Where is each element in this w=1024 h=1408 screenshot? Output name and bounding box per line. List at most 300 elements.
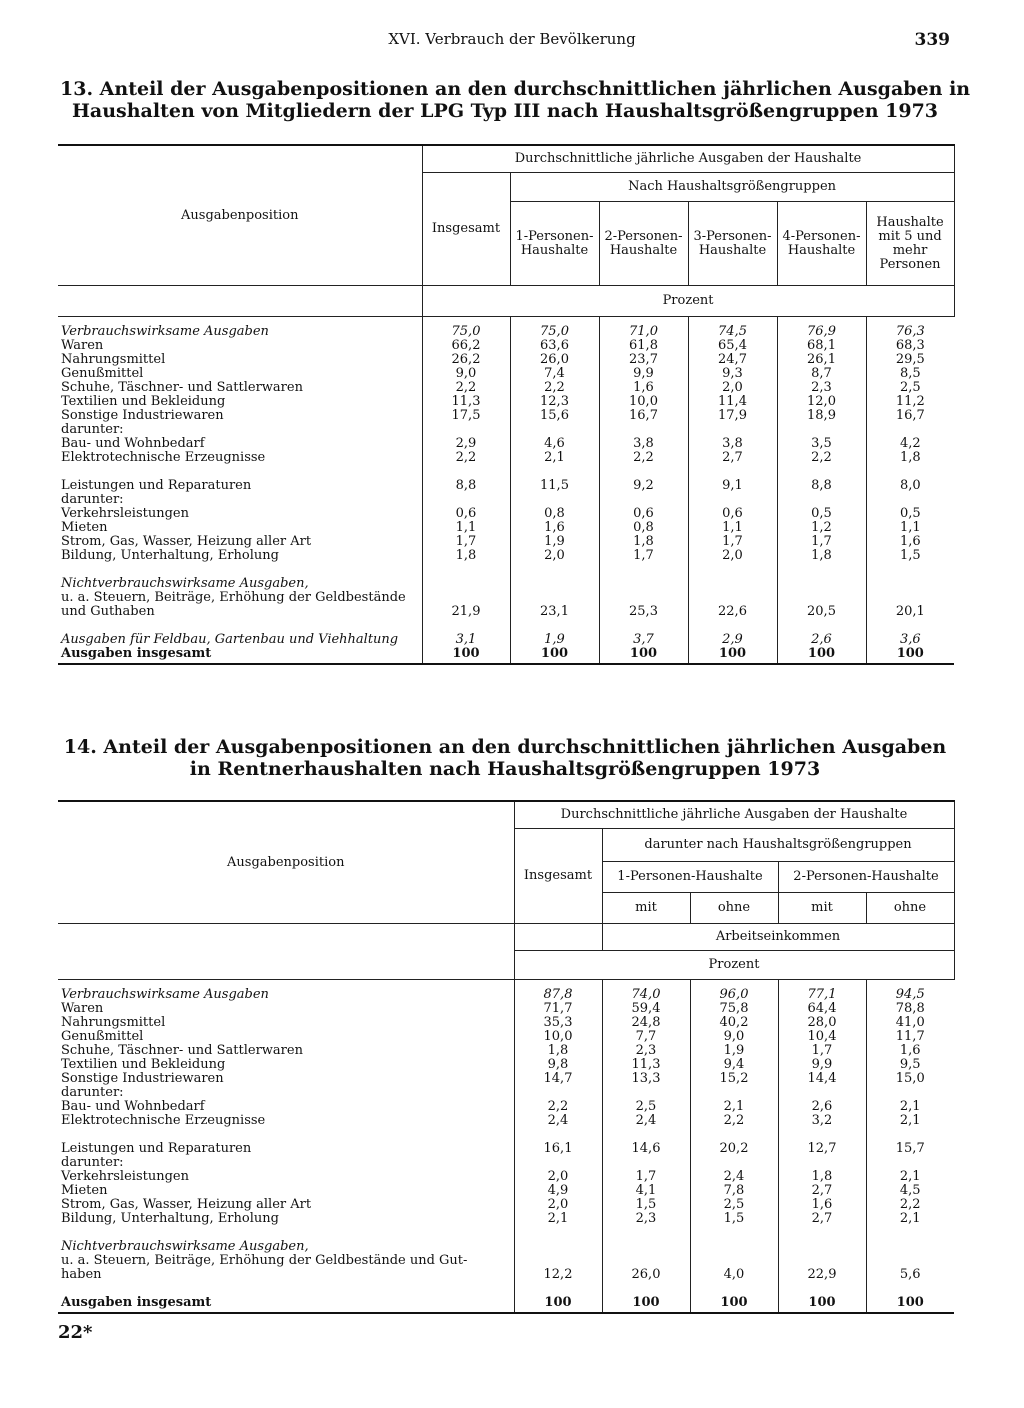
row-value xyxy=(690,1226,778,1240)
row-value xyxy=(514,1240,602,1254)
row-value: 75,8 xyxy=(690,1002,778,1016)
table13-header-col2: 2-Personen-Haushalte xyxy=(599,202,688,286)
row-label-text: Nahrungsmittel xyxy=(61,353,166,367)
row-label-text: Mieten xyxy=(61,521,108,535)
row-value: 24,8 xyxy=(602,1016,690,1030)
row-value: 2,3 xyxy=(777,381,866,395)
table13-title-line1: 13. Anteil der Ausgabenpositionen an den durchschnittlichen jährlichen Ausgaben in xyxy=(60,78,971,100)
row-value: 22,6 xyxy=(688,605,777,619)
row-value xyxy=(866,591,954,605)
row-value: 1,8 xyxy=(866,451,954,465)
row-label xyxy=(58,521,422,535)
row-value: 75,0 xyxy=(510,317,599,340)
row-value: 96,0 xyxy=(690,980,778,1003)
row-value: 2,1 xyxy=(510,451,599,465)
row-value: 7,7 xyxy=(602,1030,690,1044)
table-row xyxy=(58,1114,954,1128)
row-value xyxy=(777,423,866,437)
row-label-text: Leistungen und Reparaturen xyxy=(61,479,252,493)
table14-title-line2: in Rentnerhaushalten nach Haushaltsgrößengruppen 1973 xyxy=(189,758,821,780)
row-value: 12,7 xyxy=(778,1142,866,1156)
row-label xyxy=(58,619,422,633)
row-value xyxy=(514,1156,602,1170)
row-label xyxy=(58,479,422,493)
row-value: 2,5 xyxy=(866,381,954,395)
row-value: 0,5 xyxy=(866,507,954,521)
row-value xyxy=(599,563,688,577)
row-value: 11,2 xyxy=(866,395,954,409)
row-label xyxy=(58,1142,514,1156)
row-value: 2,2 xyxy=(777,451,866,465)
row-value: 41,0 xyxy=(866,1016,954,1030)
row-value xyxy=(777,619,866,633)
table14-header-spacer-b xyxy=(58,951,514,980)
row-value: 4,2 xyxy=(866,437,954,451)
table-row xyxy=(58,1296,954,1313)
row-value: 23,1 xyxy=(510,605,599,619)
row-value: 94,5 xyxy=(866,980,954,1003)
row-label-text: Bau- und Wohnbedarf xyxy=(61,437,205,451)
row-value xyxy=(866,1254,954,1268)
row-label-text: Sonstige Industriewaren xyxy=(61,409,224,423)
row-value: 1,8 xyxy=(514,1044,602,1058)
table-row xyxy=(58,1044,954,1058)
row-label xyxy=(58,647,422,664)
table14-header-col1-ohne: ohne xyxy=(690,893,778,924)
row-value: 12,2 xyxy=(514,1268,602,1282)
row-label-text: Verbrauchswirksame Ausgaben xyxy=(61,987,269,1002)
row-label xyxy=(58,395,422,409)
row-value xyxy=(602,1226,690,1240)
row-value: 76,9 xyxy=(777,317,866,340)
row-value xyxy=(599,577,688,591)
row-label-text: Nichtverbrauchswirksame Ausgaben, xyxy=(61,577,309,591)
row-value: 100 xyxy=(599,647,688,664)
row-value: 1,6 xyxy=(866,1044,954,1058)
row-value: 100 xyxy=(510,647,599,664)
row-value xyxy=(866,465,954,479)
row-value: 2,2 xyxy=(422,451,510,465)
row-value: 29,5 xyxy=(866,353,954,367)
row-value xyxy=(778,1282,866,1296)
row-value xyxy=(690,1240,778,1254)
row-value: 0,6 xyxy=(688,507,777,521)
row-value xyxy=(688,577,777,591)
row-value xyxy=(422,619,510,633)
table-row xyxy=(58,1226,954,1240)
table-row xyxy=(58,1002,954,1016)
row-value: 11,3 xyxy=(602,1058,690,1072)
row-label-text: Elektrotechnische Erzeugnisse xyxy=(61,1114,266,1128)
row-value: 22,9 xyxy=(778,1268,866,1282)
row-label-text: Verkehrsleistungen xyxy=(61,507,189,521)
row-label-text: Sonstige Industriewaren xyxy=(61,1072,224,1086)
row-value xyxy=(688,423,777,437)
row-label-text: darunter: xyxy=(61,1156,124,1170)
row-label-text: Schuhe, Täschner- und Sattlerwaren xyxy=(61,1044,303,1058)
row-value xyxy=(602,1282,690,1296)
row-label-text: Verkehrsleistungen xyxy=(61,1170,189,1184)
table-row xyxy=(58,1072,954,1086)
table-row xyxy=(58,367,954,381)
row-value xyxy=(422,563,510,577)
row-label-text: Schuhe, Täschner- und Sattlerwaren xyxy=(61,381,303,395)
table-row xyxy=(58,395,954,409)
row-value: 78,8 xyxy=(866,1002,954,1016)
row-value: 2,0 xyxy=(510,549,599,563)
row-value: 8,5 xyxy=(866,367,954,381)
row-value: 7,4 xyxy=(510,367,599,381)
table13-header-col5: Haushalte mit 5 und mehr Personen xyxy=(866,202,954,286)
table-row xyxy=(58,507,954,521)
row-value xyxy=(777,563,866,577)
row-label xyxy=(58,1254,514,1268)
row-label xyxy=(58,423,422,437)
row-value xyxy=(514,1282,602,1296)
row-value: 25,3 xyxy=(599,605,688,619)
row-value xyxy=(514,1086,602,1100)
row-value: 2,1 xyxy=(866,1212,954,1226)
row-label xyxy=(58,1016,514,1030)
row-label xyxy=(58,1198,514,1212)
row-value: 2,9 xyxy=(422,437,510,451)
row-value: 4,5 xyxy=(866,1184,954,1198)
row-label xyxy=(58,1268,514,1282)
row-value: 35,3 xyxy=(514,1016,602,1030)
row-label-text: Ausgaben für Feldbau, Gartenbau und Viehhaltung xyxy=(61,633,399,647)
row-value: 1,1 xyxy=(688,521,777,535)
row-label-text: Strom, Gas, Wasser, Heizung aller Art xyxy=(61,535,312,549)
row-label-text: Ausgaben insgesamt xyxy=(61,1296,212,1310)
row-value: 71,0 xyxy=(599,317,688,340)
row-value xyxy=(777,493,866,507)
row-value: 3,5 xyxy=(777,437,866,451)
row-label-text: Nichtverbrauchswirksame Ausgaben, xyxy=(61,1240,309,1254)
row-value xyxy=(688,591,777,605)
row-label xyxy=(58,409,422,423)
row-label-text: Genußmittel xyxy=(61,1030,144,1044)
row-value: 18,9 xyxy=(777,409,866,423)
table13-header-avg: Durchschnittliche jährliche Ausgaben der Haushalte xyxy=(422,145,954,173)
running-head: XVI. Verbrauch der Bevölkerung xyxy=(388,30,636,48)
row-value: 1,2 xyxy=(777,521,866,535)
table-row xyxy=(58,465,954,479)
table-row xyxy=(58,493,954,507)
row-value: 17,5 xyxy=(422,409,510,423)
row-value: 26,1 xyxy=(777,353,866,367)
signature-mark: 22* xyxy=(58,1322,93,1343)
row-value: 23,7 xyxy=(599,353,688,367)
row-value: 2,5 xyxy=(602,1100,690,1114)
row-value: 11,3 xyxy=(422,395,510,409)
row-value xyxy=(422,591,510,605)
row-value xyxy=(599,591,688,605)
table14-header-col1-mit: mit xyxy=(602,893,690,924)
row-value xyxy=(777,577,866,591)
row-value: 66,2 xyxy=(422,339,510,353)
row-value: 64,4 xyxy=(778,1002,866,1016)
row-value xyxy=(778,1128,866,1142)
row-value: 1,6 xyxy=(599,381,688,395)
row-label xyxy=(58,577,422,591)
table13-header-insgesamt: Insgesamt xyxy=(422,173,510,286)
row-label-text: darunter: xyxy=(61,493,124,507)
row-value: 15,0 xyxy=(866,1072,954,1086)
row-label xyxy=(58,507,422,521)
row-value xyxy=(866,1156,954,1170)
row-label xyxy=(58,437,422,451)
row-label xyxy=(58,535,422,549)
row-label xyxy=(58,1072,514,1086)
row-value: 1,5 xyxy=(602,1198,690,1212)
row-value: 2,5 xyxy=(690,1198,778,1212)
table-row xyxy=(58,409,954,423)
row-value xyxy=(602,1156,690,1170)
row-label-text: darunter: xyxy=(61,423,124,437)
row-value: 0,8 xyxy=(510,507,599,521)
table14-header-arbeit: Arbeitseinkommen xyxy=(602,924,954,951)
row-label xyxy=(58,1114,514,1128)
row-value xyxy=(690,1128,778,1142)
row-label-text: Elektrotechnische Erzeugnisse xyxy=(61,451,266,465)
row-value: 68,3 xyxy=(866,339,954,353)
table-row xyxy=(58,1156,954,1170)
row-label xyxy=(58,1058,514,1072)
row-value: 17,9 xyxy=(688,409,777,423)
row-label xyxy=(58,633,422,647)
row-value: 75,0 xyxy=(422,317,510,340)
table-row xyxy=(58,423,954,437)
table13 xyxy=(58,144,955,665)
row-label xyxy=(58,1002,514,1016)
row-value xyxy=(866,1128,954,1142)
row-value: 9,3 xyxy=(688,367,777,381)
row-value: 14,6 xyxy=(602,1142,690,1156)
table14-header-col2-ohne: ohne xyxy=(866,893,954,924)
table-row xyxy=(58,451,954,465)
row-value xyxy=(422,465,510,479)
row-label xyxy=(58,317,422,340)
row-label xyxy=(58,339,422,353)
page-number: 339 xyxy=(914,30,950,50)
row-value: 63,6 xyxy=(510,339,599,353)
row-value xyxy=(866,1282,954,1296)
row-value xyxy=(688,563,777,577)
row-value: 21,9 xyxy=(422,605,510,619)
table-row xyxy=(58,1100,954,1114)
row-value: 1,7 xyxy=(602,1170,690,1184)
row-value: 11,5 xyxy=(510,479,599,493)
row-value: 2,9 xyxy=(688,633,777,647)
row-label-text: Waren xyxy=(61,339,104,353)
table-row xyxy=(58,1170,954,1184)
table-row xyxy=(58,339,954,353)
row-value xyxy=(599,465,688,479)
row-value: 2,1 xyxy=(690,1100,778,1114)
row-value: 100 xyxy=(514,1296,602,1313)
table-row xyxy=(58,1030,954,1044)
row-value: 2,2 xyxy=(422,381,510,395)
table13-title xyxy=(60,78,971,122)
table-row xyxy=(58,1142,954,1156)
row-value: 15,7 xyxy=(866,1142,954,1156)
row-value: 1,6 xyxy=(866,535,954,549)
row-value: 2,0 xyxy=(514,1170,602,1184)
table14-body xyxy=(58,980,954,1314)
row-value xyxy=(778,1254,866,1268)
row-label-text: Bildung, Unterhaltung, Erholung xyxy=(61,1212,279,1226)
row-value: 74,5 xyxy=(688,317,777,340)
row-value: 1,1 xyxy=(866,521,954,535)
table14-header-avg: Durchschnittliche jährliche Ausgaben der Haushalte xyxy=(514,801,954,829)
row-value: 2,2 xyxy=(514,1100,602,1114)
row-value: 2,3 xyxy=(602,1044,690,1058)
row-value: 3,2 xyxy=(778,1114,866,1128)
row-label xyxy=(58,451,422,465)
row-value xyxy=(866,1240,954,1254)
row-label xyxy=(58,563,422,577)
row-value: 28,0 xyxy=(778,1016,866,1030)
row-value: 5,6 xyxy=(866,1268,954,1282)
row-value: 74,0 xyxy=(602,980,690,1003)
row-value: 0,5 xyxy=(777,507,866,521)
row-label xyxy=(58,465,422,479)
row-value: 0,8 xyxy=(599,521,688,535)
row-value xyxy=(422,423,510,437)
table-row xyxy=(58,1254,954,1268)
table13-header-col1: 1-Personen-Haushalte xyxy=(510,202,599,286)
table-row xyxy=(58,1240,954,1254)
row-value xyxy=(514,1254,602,1268)
row-value: 12,0 xyxy=(777,395,866,409)
row-value: 3,7 xyxy=(599,633,688,647)
row-value: 2,2 xyxy=(599,451,688,465)
row-value: 9,8 xyxy=(514,1058,602,1072)
row-value xyxy=(422,577,510,591)
table14-header-unit: Prozent xyxy=(514,951,954,980)
row-label-text: u. a. Steuern, Beiträge, Erhöhung der Geldbestände und Gut- xyxy=(61,1254,468,1268)
row-value xyxy=(602,1254,690,1268)
row-value: 2,6 xyxy=(777,633,866,647)
row-value: 1,1 xyxy=(422,521,510,535)
row-value: 2,4 xyxy=(690,1170,778,1184)
row-label xyxy=(58,1184,514,1198)
table-row xyxy=(58,591,954,605)
row-value xyxy=(510,619,599,633)
row-value xyxy=(510,591,599,605)
table-row xyxy=(58,521,954,535)
table14-header-darunter: darunter nach Haushaltsgrößengruppen xyxy=(602,829,954,862)
row-value: 20,2 xyxy=(690,1142,778,1156)
row-value: 2,0 xyxy=(514,1198,602,1212)
row-label xyxy=(58,1030,514,1044)
row-value: 8,8 xyxy=(422,479,510,493)
row-value: 1,5 xyxy=(690,1212,778,1226)
row-label xyxy=(58,1296,514,1313)
row-value: 8,7 xyxy=(777,367,866,381)
row-label xyxy=(58,591,422,605)
row-value: 9,0 xyxy=(422,367,510,381)
row-value: 3,1 xyxy=(422,633,510,647)
table13-header-nach: Nach Haushaltsgrößengruppen xyxy=(510,173,954,202)
row-value xyxy=(690,1254,778,1268)
row-value: 1,5 xyxy=(866,549,954,563)
row-label xyxy=(58,381,422,395)
table13-body xyxy=(58,317,954,665)
row-value xyxy=(866,577,954,591)
row-label xyxy=(58,1240,514,1254)
row-value: 4,1 xyxy=(602,1184,690,1198)
row-value: 16,1 xyxy=(514,1142,602,1156)
row-label-text: Bildung, Unterhaltung, Erholung xyxy=(61,549,279,563)
row-value xyxy=(778,1240,866,1254)
row-label-text: Verbrauchswirksame Ausgaben xyxy=(61,324,269,339)
table14-header-col2-mit: mit xyxy=(778,893,866,924)
row-label-text: darunter: xyxy=(61,1086,124,1100)
row-label xyxy=(58,353,422,367)
row-value xyxy=(514,1226,602,1240)
row-value xyxy=(690,1156,778,1170)
table-row xyxy=(58,317,954,340)
row-value xyxy=(510,577,599,591)
row-value: 2,1 xyxy=(866,1114,954,1128)
row-value: 87,8 xyxy=(514,980,602,1003)
table-row xyxy=(58,549,954,563)
row-value: 16,7 xyxy=(866,409,954,423)
row-value: 1,9 xyxy=(510,633,599,647)
table-row xyxy=(58,535,954,549)
table-row xyxy=(58,619,954,633)
table-row xyxy=(58,1184,954,1198)
row-label-text: Waren xyxy=(61,1002,104,1016)
table-row xyxy=(58,1016,954,1030)
row-value: 11,7 xyxy=(866,1030,954,1044)
row-value: 2,2 xyxy=(690,1114,778,1128)
row-value xyxy=(688,619,777,633)
table-row xyxy=(58,980,954,1003)
row-value: 4,6 xyxy=(510,437,599,451)
row-value: 1,6 xyxy=(510,521,599,535)
row-value: 1,8 xyxy=(777,549,866,563)
row-value xyxy=(866,1226,954,1240)
row-value xyxy=(690,1282,778,1296)
row-label-text: haben xyxy=(61,1268,102,1282)
row-value xyxy=(510,563,599,577)
table14-header-spacer-a xyxy=(58,924,514,951)
row-value xyxy=(866,423,954,437)
row-label xyxy=(58,605,422,619)
table13-header-spacer xyxy=(58,286,422,317)
row-label xyxy=(58,980,514,1003)
table13-header-position: Ausgabenposition xyxy=(58,145,422,286)
row-value: 1,6 xyxy=(778,1198,866,1212)
table14-header-col1: 1-Personen-Haushalte xyxy=(602,862,778,893)
row-value: 68,1 xyxy=(777,339,866,353)
row-value: 14,7 xyxy=(514,1072,602,1086)
row-value xyxy=(599,493,688,507)
row-value: 26,0 xyxy=(510,353,599,367)
table-row xyxy=(58,1268,954,1282)
row-value xyxy=(690,1086,778,1100)
row-value: 2,4 xyxy=(602,1114,690,1128)
row-label xyxy=(58,1128,514,1142)
row-value: 100 xyxy=(690,1296,778,1313)
table13-header-col4: 4-Personen-Haushalte xyxy=(777,202,866,286)
row-label xyxy=(58,1086,514,1100)
table14-header-position: Ausgabenposition xyxy=(58,801,514,924)
row-value: 24,7 xyxy=(688,353,777,367)
row-value xyxy=(602,1128,690,1142)
